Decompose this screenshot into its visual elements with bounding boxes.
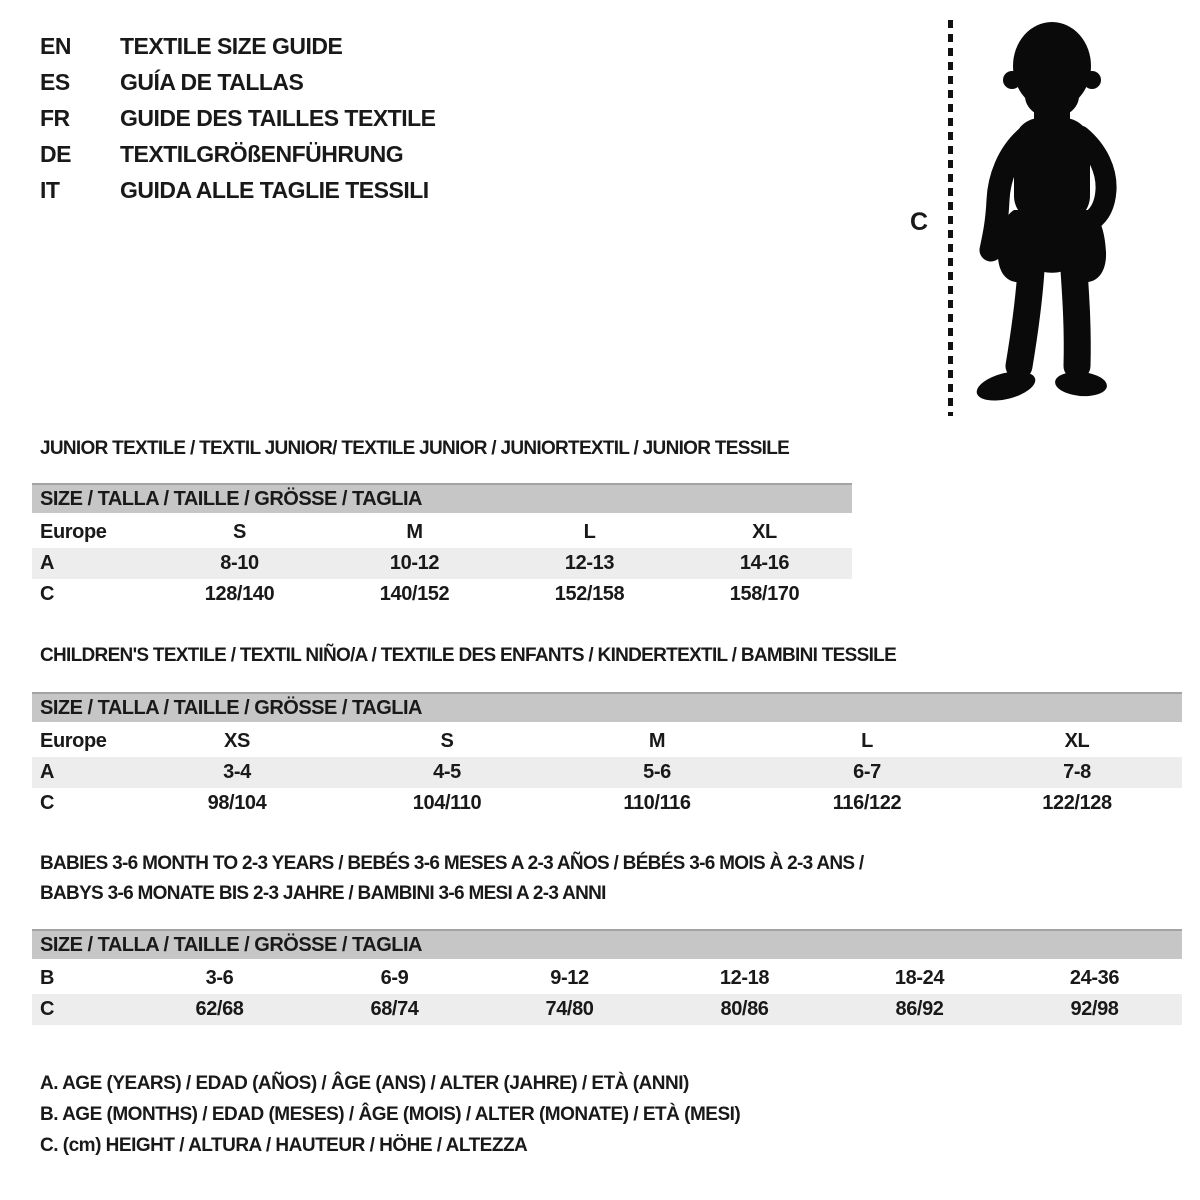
size-cell: XL bbox=[752, 521, 777, 543]
height-cell: 140/152 bbox=[379, 583, 450, 605]
table-row bbox=[32, 726, 1182, 757]
height-cell: 122/128 bbox=[1042, 792, 1112, 814]
children-section-heading: CHILDREN'S TEXTILE / TEXTIL NIÑO/A / TEXTILE DES ENFANTS / KINDERTEXTIL / BAMBINI TESSILE bbox=[40, 645, 897, 666]
babies-heading-line2: BABYS 3-6 MONATE BIS 2-3 JAHRE / BAMBINI 3-6 MESI A 2-3 ANNI bbox=[40, 883, 606, 904]
table-row bbox=[32, 757, 1182, 788]
note-height-cm: C. (cm) HEIGHT / ALTURA / HAUTEUR / HÖHE / ALTEZZA bbox=[40, 1135, 528, 1156]
months-cell: 9-12 bbox=[550, 967, 589, 989]
age-cell: 4-5 bbox=[433, 761, 461, 783]
legend-notes bbox=[40, 1068, 740, 1161]
months-cell: 3-6 bbox=[205, 967, 234, 989]
age-cell: 12-13 bbox=[564, 552, 615, 574]
size-cell: XS bbox=[224, 730, 250, 752]
babies-size-table bbox=[32, 929, 1182, 1025]
size-cell: L bbox=[861, 730, 873, 752]
lang-code: EN bbox=[40, 32, 71, 59]
language-title-list bbox=[40, 28, 436, 208]
table-row bbox=[32, 788, 1182, 819]
row-label: C bbox=[40, 583, 55, 605]
months-cell: 6-9 bbox=[380, 967, 409, 989]
row-label: Europe bbox=[40, 521, 107, 543]
age-cell: 7-8 bbox=[1063, 761, 1091, 783]
height-cell: 116/122 bbox=[832, 792, 902, 814]
table-row bbox=[32, 548, 852, 579]
table-row bbox=[32, 963, 1182, 994]
lang-row-it bbox=[40, 172, 436, 208]
children-size-table bbox=[32, 692, 1182, 819]
junior-size-table bbox=[32, 483, 852, 610]
row-label: Europe bbox=[40, 730, 107, 752]
months-cell: 18-24 bbox=[894, 967, 945, 989]
row-label: A bbox=[40, 761, 55, 783]
toddler-silhouette-svg bbox=[968, 18, 1133, 418]
height-cell: 152/158 bbox=[554, 583, 625, 605]
guide-title: GUIDA ALLE TAGLIE TESSILI bbox=[120, 176, 429, 203]
size-cell: S bbox=[233, 521, 246, 543]
height-cell: 86/92 bbox=[895, 998, 944, 1020]
height-cell: 98/104 bbox=[207, 792, 267, 814]
months-cell: 24-36 bbox=[1069, 967, 1120, 989]
row-label: C bbox=[40, 998, 55, 1020]
height-cell: 158/170 bbox=[729, 583, 800, 605]
height-cell: 80/86 bbox=[720, 998, 769, 1020]
height-cell: 110/116 bbox=[623, 792, 691, 814]
size-header-bar: SIZE / TALLA / TAILLE / GRÖSSE / TAGLIA bbox=[32, 929, 1182, 959]
guide-title: GUIDE DES TAILLES TEXTILE bbox=[120, 104, 436, 131]
lang-row-fr bbox=[40, 100, 436, 136]
lang-code: DE bbox=[40, 140, 71, 167]
lang-row-de bbox=[40, 136, 436, 172]
age-cell: 3-4 bbox=[223, 761, 251, 783]
size-cell: M bbox=[406, 521, 423, 543]
age-cell: 6-7 bbox=[853, 761, 881, 783]
row-label: A bbox=[40, 552, 55, 574]
toddler-silhouette bbox=[968, 18, 1133, 418]
table-row bbox=[32, 517, 852, 548]
junior-section-heading: JUNIOR TEXTILE / TEXTIL JUNIOR/ TEXTILE JUNIOR / JUNIORTEXTIL / JUNIOR TESSILE bbox=[40, 438, 790, 459]
age-cell: 10-12 bbox=[389, 552, 440, 574]
size-cell: L bbox=[583, 521, 596, 543]
babies-section-heading bbox=[40, 849, 864, 909]
note-age-months: B. AGE (MONTHS) / EDAD (MESES) / ÂGE (MOIS) / ALTER (MONATE) / ETÀ (MESI) bbox=[40, 1104, 741, 1125]
age-cell: 14-16 bbox=[739, 552, 790, 574]
size-header-bar: SIZE / TALLA / TAILLE / GRÖSSE / TAGLIA bbox=[32, 692, 1182, 722]
height-cell: 68/74 bbox=[370, 998, 419, 1020]
lang-row-en bbox=[40, 28, 436, 64]
height-cell: 62/68 bbox=[195, 998, 244, 1020]
row-label: B bbox=[40, 967, 55, 989]
row-label: C bbox=[40, 792, 55, 814]
guide-title: GUÍA DE TALLAS bbox=[120, 68, 304, 95]
size-cell: S bbox=[440, 730, 454, 752]
height-cell: 128/140 bbox=[204, 583, 275, 605]
age-cell: 8-10 bbox=[220, 552, 259, 574]
height-cell: 74/80 bbox=[545, 998, 594, 1020]
lang-code: IT bbox=[40, 176, 60, 203]
babies-heading-line1: BABIES 3-6 MONTH TO 2-3 YEARS / BEBÉS 3-6 MESES A 2-3 AÑOS / BÉBÉS 3-6 MOIS À 2-3 ANS / bbox=[40, 853, 864, 874]
lang-row-es bbox=[40, 64, 436, 100]
guide-title: TEXTILGRÖßENFÜHRUNG bbox=[120, 140, 404, 167]
table-row bbox=[32, 994, 1182, 1025]
note-age-years: A. AGE (YEARS) / EDAD (AÑOS) / ÂGE (ANS) / ALTER (JAHRE) / ETÀ (ANNI) bbox=[40, 1073, 689, 1094]
figure-height-label: C bbox=[910, 208, 929, 236]
age-cell: 5-6 bbox=[643, 761, 671, 783]
height-cell: 92/98 bbox=[1070, 998, 1119, 1020]
height-cell: 104/110 bbox=[412, 792, 482, 814]
lang-code: ES bbox=[40, 68, 70, 95]
size-header-bar: SIZE / TALLA / TAILLE / GRÖSSE / TAGLIA bbox=[32, 483, 852, 513]
size-cell: XL bbox=[1064, 730, 1090, 752]
size-cell: M bbox=[648, 730, 666, 752]
height-measure-line bbox=[948, 20, 953, 416]
table-row bbox=[32, 579, 852, 610]
months-cell: 12-18 bbox=[719, 967, 770, 989]
lang-code: FR bbox=[40, 104, 70, 131]
guide-title: TEXTILE SIZE GUIDE bbox=[120, 32, 343, 59]
